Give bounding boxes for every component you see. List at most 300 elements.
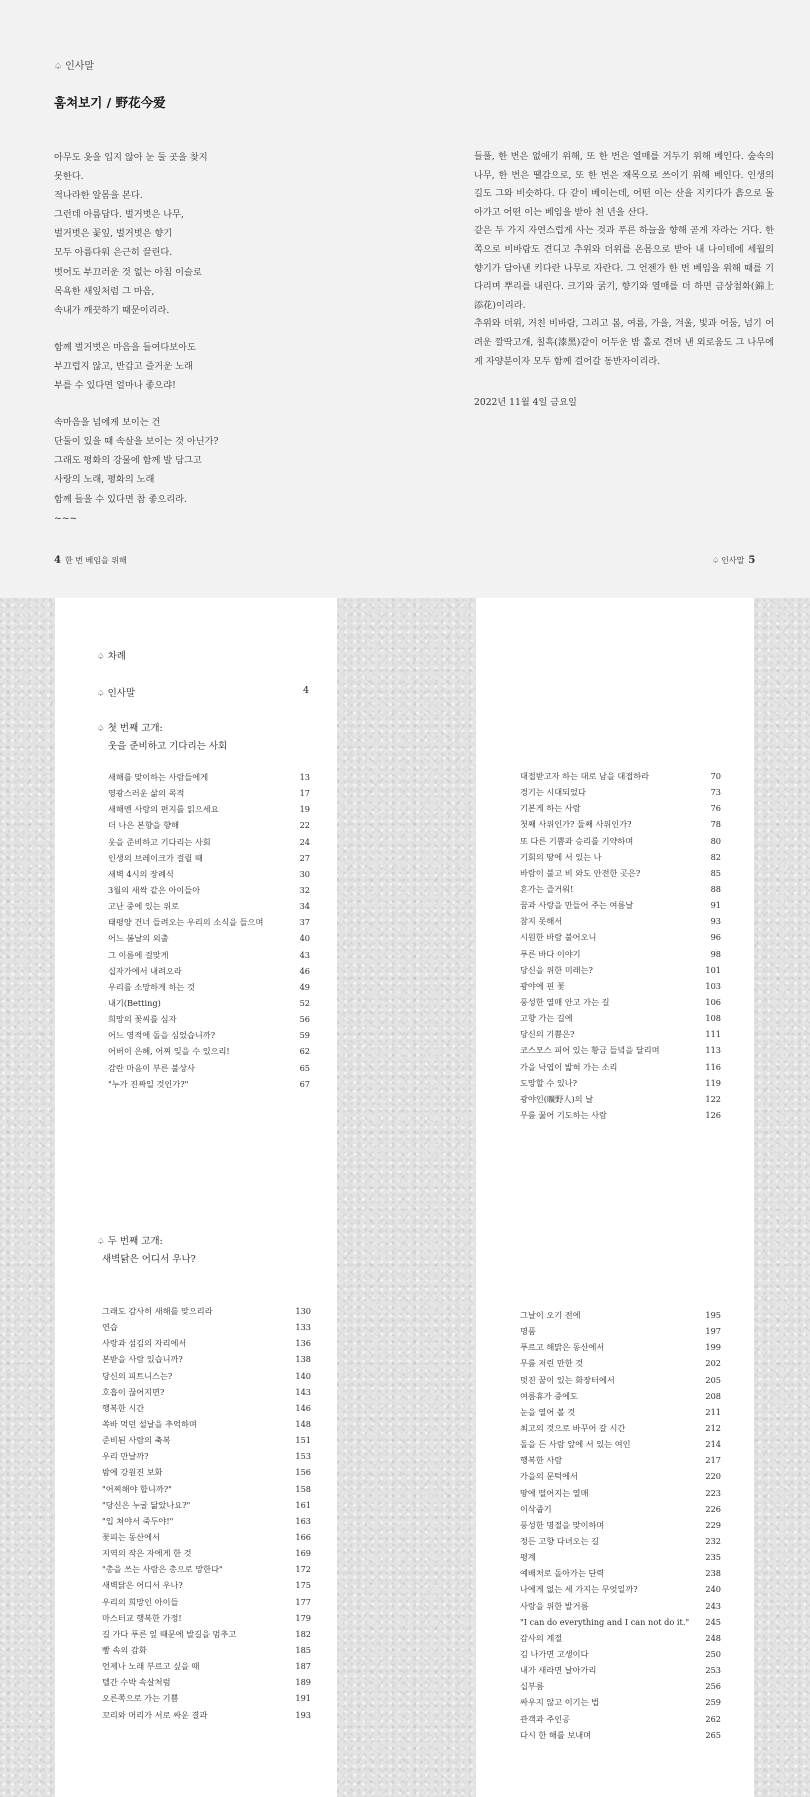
toc-entry[interactable] [520, 881, 721, 897]
toc-entry-title: 싸우지 않고 이기는 법 [520, 1697, 599, 1708]
toc-entry-page: 205 [705, 1374, 721, 1385]
toc-entry-title: 사랑과 섬김의 자리에서 [102, 1338, 187, 1349]
toc-entry-title: "어찌해야 합니까?" [102, 1483, 172, 1494]
toc-entry[interactable] [102, 1384, 311, 1400]
poem-line: 벌거벗은 꽃잎, 벌거벗은 향기 [54, 228, 173, 240]
toc-list-part1-left [108, 769, 310, 1092]
toc-entry-title: 호흡이 끊어지면? [102, 1386, 165, 1397]
toc-entry-title: 광야인(曠野人)의 날 [520, 1093, 594, 1104]
toc-entry-title: 오른쪽으로 가는 기쁨 [102, 1693, 179, 1704]
toc-entry-page: 85 [710, 867, 721, 878]
toc-entry[interactable] [108, 1076, 310, 1092]
toc-entry[interactable] [520, 816, 721, 832]
poem-title: 훔쳐보기 / 野花今爱 [54, 95, 166, 110]
toc-entry-title: 대접받고자 하는 대로 남을 대접하라 [520, 771, 650, 781]
toc-intro[interactable]: ♤ 인사말 [97, 688, 136, 699]
toc-entry-title: 고난 중에 있는 위로 [108, 901, 180, 912]
toc-entry[interactable] [102, 1416, 311, 1432]
toc-entry-title: 꽃피는 동산에서 [102, 1531, 160, 1542]
toc-entry[interactable] [520, 1711, 721, 1727]
toc-entry[interactable] [102, 1432, 311, 1448]
section-label: ♤ 인사말 [54, 61, 95, 72]
toc-entry-page: 220 [705, 1471, 721, 1482]
toc-list-part2-left [102, 1303, 311, 1723]
toc-entry-title: 내기(Betting) [108, 997, 161, 1008]
toc-entry-title: 도망할 수 있나? [520, 1077, 578, 1088]
toc-entry[interactable] [520, 1614, 721, 1630]
toc-entry[interactable] [102, 1594, 311, 1610]
toc-entry-page: 156 [295, 1467, 311, 1478]
toc-entry[interactable] [520, 800, 721, 816]
toc-entry-title: 내가 새라면 날아가리 [520, 1665, 597, 1676]
toc-entry[interactable] [520, 1485, 721, 1501]
toc-entry[interactable] [102, 1513, 311, 1529]
toc-entry-title: 어느 봄날의 외출 [108, 933, 169, 944]
toc-entry[interactable] [520, 833, 721, 849]
toc-entry-page: 73 [710, 787, 721, 798]
toc-entry[interactable] [102, 1319, 311, 1335]
poem-line: 그런데 아름답다. 벌거벗은 나무, [54, 209, 184, 221]
diamond-icon: ♤ [97, 724, 105, 734]
toc-entry-title: 희망의 꽃씨를 심자 [108, 1014, 177, 1025]
toc-entry[interactable] [108, 947, 310, 963]
toc-entry-page: 208 [705, 1390, 721, 1401]
toc-entry-title: 우리의 희망인 아이들 [102, 1596, 179, 1607]
toc-intro-page: 4 [303, 685, 310, 696]
toc-entry[interactable] [520, 1059, 721, 1075]
toc-entry-page: 136 [295, 1338, 311, 1349]
poem-line: 부를 수 있다면 얼마나 좋으랴! [54, 380, 176, 392]
toc-entry[interactable] [102, 1481, 311, 1497]
toc-entry-page: 191 [295, 1693, 311, 1704]
toc-entry-page: 67 [299, 1078, 310, 1089]
toc-entry-title: 관객과 주인공 [520, 1713, 571, 1724]
toc-entry-title: 풍성한 열매 안고 가는 길 [520, 996, 610, 1007]
part2-subtitle: 새벽닭은 어디서 우나? [102, 1254, 196, 1265]
toc-entry[interactable] [102, 1448, 311, 1464]
toc-entry-title: 길 가다 푸른 잎 때문에 발길을 멈추고 [102, 1628, 237, 1639]
running-title: 한 번 베임을 위해 [64, 556, 127, 565]
toc-entry-title: 새벽닭은 어디서 우나? [102, 1580, 183, 1591]
toc-entry[interactable] [520, 1452, 721, 1468]
toc-entry-title: 연습 [102, 1322, 118, 1333]
toc-entry[interactable] [520, 1355, 721, 1371]
toc-entry[interactable] [108, 914, 310, 930]
toc-entry-title: "누가 진짜일 것인가?" [108, 1078, 189, 1089]
toc-entry-title: 여름휴가 중에도 [520, 1390, 578, 1401]
toc-entry[interactable] [108, 1027, 310, 1043]
toc-entry-page: 232 [705, 1535, 721, 1546]
toc-entry-title: 우리를 소망하게 하는 것 [108, 981, 195, 992]
toc-entry-page: 130 [295, 1306, 311, 1316]
toc-entry-page: 265 [705, 1729, 721, 1740]
date-line: 2022년 11월 4일 금요일 [474, 397, 577, 408]
toc-entry-title: 3월의 새싹 같은 아이들아 [108, 884, 201, 895]
toc-entry-title: 평계 [520, 1552, 536, 1563]
toc-entry[interactable] [520, 1420, 721, 1436]
toc-entry-title: 더 나은 본향을 향해 [108, 820, 180, 831]
toc-entry-title: 기회의 땅에 서 있는 나 [520, 851, 602, 862]
toc-entry-page: 103 [705, 980, 721, 991]
toc-entry[interactable] [520, 849, 721, 865]
toc-entry[interactable] [108, 882, 310, 898]
poem-line: ~~~ [54, 512, 78, 524]
toc-entry-title: 텔간 수박 속살처럼 [102, 1677, 171, 1688]
toc-entry-page: 153 [295, 1451, 311, 1462]
toc-entry[interactable] [108, 834, 310, 850]
diamond-icon: ♤ [97, 689, 105, 699]
toc-entry[interactable] [108, 1060, 310, 1076]
toc-entry-page: 98 [710, 948, 721, 959]
prose-paragraph: 추위와 더위, 거친 비바람, 그리고 봄, 여름, 가을, 겨울, 빛과 어둠, 넘기 어려운 깔딱고개, 칠흑(漆黑)같이 어두운 밤 홀로 견뎌 낸 외로움도 그 나무에게 자양분이자 모두 함께 걸어갈 동반자이리라. [474, 318, 774, 367]
toc-entry-page: 199 [705, 1342, 721, 1353]
toc-entry-title: 돌을 든 사람 앞에 서 있는 여인 [520, 1439, 631, 1450]
toc-entry-page: 52 [299, 997, 310, 1008]
toc-entry-page: 146 [295, 1402, 311, 1413]
page-number: 4 [54, 555, 61, 566]
toc-entry-page: 175 [295, 1580, 311, 1591]
toc-entry[interactable] [520, 1026, 721, 1042]
toc-entry[interactable] [102, 1368, 311, 1384]
toc-entry-title: 그날이 오기 전에 [520, 1310, 581, 1320]
toc-entry-title: 혼가는 즐거워! [520, 883, 574, 894]
toc-entry[interactable] [102, 1561, 311, 1577]
toc-entry-page: 30 [299, 868, 310, 879]
toc-entry-page: 34 [299, 901, 310, 912]
toc-entry[interactable] [520, 994, 721, 1010]
toc-entry-title: 바람이 불고 비 와도 안전한 곳은? [520, 867, 641, 878]
toc-entry-title: 눈을 열어 볼 것 [520, 1406, 576, 1417]
toc-entry[interactable] [520, 962, 721, 978]
toc-entry[interactable] [520, 929, 721, 945]
toc-entry[interactable] [102, 1351, 311, 1367]
toc-entry-title: 풍성한 명절을 맞이하며 [520, 1519, 605, 1530]
toc-entry[interactable] [520, 1372, 721, 1388]
toc-entry-page: 229 [705, 1519, 721, 1530]
toc-entry[interactable] [108, 785, 310, 801]
toc-entry-page: 24 [299, 836, 310, 847]
toc-entry[interactable] [520, 978, 721, 994]
toc-entry-title: 본받을 사람 있습니까? [102, 1354, 183, 1365]
toc-entry-page: 140 [295, 1370, 311, 1381]
poem-line: 모두 아름다워 은근히 끌린다. [54, 247, 173, 259]
toc-entry-title: 우리 만날까? [102, 1451, 149, 1462]
toc-entry-title: 당신의 피트니스는? [102, 1370, 173, 1381]
toc-entry-title: 십자가에서 내려오라 [108, 965, 182, 976]
toc-entry[interactable] [108, 1011, 310, 1027]
toc-entry-title: 가을의 문턱에서 [520, 1471, 578, 1482]
toc-entry[interactable] [520, 1630, 721, 1646]
toc-entry[interactable] [520, 1727, 721, 1743]
toc-entry-page: 80 [710, 835, 721, 846]
toc-entry-page: 185 [295, 1644, 311, 1655]
poem-line: 못한다. [54, 171, 84, 183]
toc-entry[interactable] [520, 1678, 721, 1694]
toc-page-right [476, 598, 754, 1797]
toc-entry[interactable] [520, 784, 721, 800]
toc-entry-page: 40 [299, 933, 310, 944]
toc-entry-title: 땅에 떨어지는 열매 [520, 1487, 589, 1498]
poem-line: 사랑의 노래, 평화의 노래 [54, 474, 155, 486]
toc-spread [0, 598, 810, 1797]
toc-entry-page: 119 [705, 1077, 721, 1088]
toc-entry[interactable] [520, 1581, 721, 1597]
toc-list-part2-right [520, 1307, 721, 1743]
toc-entry-title: 나에게 없는 세 가지는 무엇일까? [520, 1584, 638, 1595]
prose-paragraph: 같은 두 가지 자연스럽게 사는 것과 푸른 하늘을 향해 곧게 자라는 거다. 한쪽으로 비바람도 견디고 추위와 더위를 온몸으로 받아 내 나이테에 세월의 향기가 담아낸 키다란 나무로 자란다. 그 언젠가 한 번 베임을 위해 때를 기다리며 뿌리를 내린다. 크기와 굵기, 향기와 열매를 더 하면 금상첨화(錦上添花)이리라. [474, 225, 774, 311]
diamond-icon: ♤ [54, 62, 63, 72]
toc-entry-page: 17 [299, 788, 310, 799]
toc-entry[interactable] [520, 913, 721, 929]
toc-entry-page: 91 [710, 900, 721, 911]
toc-entry-page: 108 [705, 1013, 721, 1024]
toc-entry-page: 195 [705, 1310, 721, 1320]
toc-entry-title: 새벽 4시의 장례식 [108, 868, 174, 879]
toc-entry-title: 당신의 기쁨은? [520, 1029, 575, 1040]
part1-label: ♤ 첫 번째 고개: [97, 723, 163, 734]
toc-entry-page: 240 [705, 1584, 721, 1595]
toc-entry[interactable] [108, 801, 310, 817]
toc-entry-title: 영광스러운 삶의 목적 [108, 788, 185, 799]
toc-entry[interactable] [108, 898, 310, 914]
toc-entry-page: 143 [295, 1386, 311, 1397]
toc-entry-page: 101 [705, 964, 721, 975]
toc-entry[interactable] [102, 1707, 311, 1723]
toc-entry-title: 사랑을 위한 발거름 [520, 1600, 589, 1611]
toc-entry[interactable] [520, 1694, 721, 1710]
toc-entry[interactable] [520, 1107, 721, 1123]
toc-entry-title: 또 다른 기쁨과 승리를 기약하며 [520, 835, 634, 846]
toc-entry-title: 기본게 하는 사람 [520, 803, 581, 814]
toc-entry[interactable] [520, 1517, 721, 1533]
toc-entry[interactable] [102, 1610, 311, 1626]
poem-body [54, 148, 384, 546]
prose-paragraph: 들풀, 한 번은 없애기 위해, 또 한 번은 열매를 거두기 위해 베인다. 숲속의 나무, 한 번은 땔감으로, 또 한 번은 재목으로 쓰이기 위해 베인다. 인생의 길도 그와 비슷하다. 다 같이 베이는데, 어떤 이는 산을 지키다가 흙으로 돌아가고 어떤 이는 베임을 받아 천 년을 산다. [474, 151, 774, 218]
toc-entry[interactable] [520, 1501, 721, 1517]
toc-entry-title: 쏙바 먹던 설날을 추억하며 [102, 1418, 197, 1429]
toc-entry[interactable] [520, 1436, 721, 1452]
toc-entry[interactable] [102, 1545, 311, 1561]
toc-entry-title: 시원한 바람 불어오니 [520, 932, 597, 943]
toc-entry-title: 고향 가는 길에 [520, 1013, 573, 1024]
poem-line: 함께 벌거벗은 마음을 들여다보아도 [54, 341, 196, 353]
toc-entry-title: 꿈과 사랑을 만들어 주는 여름날 [520, 900, 634, 911]
toc-entry[interactable] [520, 1010, 721, 1026]
toc-entry[interactable] [102, 1642, 311, 1658]
toc-heading: ♤ 차례 [97, 651, 126, 662]
toc-entry-title: 첫째 사위인가? 둘째 사위인가? [520, 819, 632, 830]
page-number: 5 [748, 555, 756, 566]
toc-entry[interactable] [108, 1043, 310, 1059]
toc-entry[interactable] [520, 1565, 721, 1581]
toc-entry[interactable] [520, 1323, 721, 1339]
toc-entry[interactable] [520, 865, 721, 881]
poem-line: 단둘이 있을 때 속살을 보이는 것 아닌가? [54, 436, 219, 448]
toc-entry-title: 밤에 강원진 보화 [102, 1467, 163, 1478]
toc-entry-page: 43 [299, 949, 310, 960]
toc-entry-page: 62 [299, 1046, 310, 1057]
toc-entry-page: 235 [705, 1552, 721, 1563]
toc-entry-title: 푸르고 해맑은 동산에서 [520, 1342, 605, 1353]
toc-entry[interactable] [520, 1533, 721, 1549]
toc-entry-page: 172 [295, 1564, 311, 1575]
toc-entry-page: 111 [705, 1029, 721, 1040]
toc-entry-title: 십부름 [520, 1681, 544, 1692]
toc-entry[interactable] [520, 1091, 721, 1107]
toc-entry[interactable] [102, 1335, 311, 1351]
page-footer-left [54, 555, 127, 566]
toc-entry-title: 태평양 건너 들려오는 우리의 소식을 들으며 [108, 917, 264, 928]
toc-entry-page: 163 [295, 1515, 311, 1526]
poem-line: 아무도 옷을 입지 않아 눈 둘 곳을 찾지 [54, 152, 208, 163]
toc-entry-title: 새해엔 사랑의 편지를 읽으세요 [108, 804, 219, 815]
toc-entry[interactable] [520, 1307, 721, 1323]
toc-entry-title: 참지 못해서 [520, 916, 563, 927]
toc-entry-page: 214 [705, 1439, 721, 1450]
intro-spread [0, 0, 810, 598]
part2-label: ♤ 두 번째 고개: [97, 1236, 163, 1247]
toc-entry-title: 감사의 계절 [520, 1632, 563, 1643]
toc-entry-page: 166 [295, 1531, 311, 1542]
toc-entry-page: 116 [705, 1061, 721, 1072]
toc-entry-page: 32 [299, 884, 310, 895]
poem-stanza [54, 148, 384, 320]
diamond-icon: ♤ [97, 1237, 105, 1247]
toc-entry-page: 226 [705, 1503, 721, 1514]
toc-entry[interactable] [520, 1549, 721, 1565]
toc-entry[interactable] [520, 768, 721, 784]
toc-entry-page: 138 [295, 1354, 311, 1365]
toc-entry[interactable] [102, 1529, 311, 1545]
toc-entry-title: "I can do everything and I can not do it." [520, 1616, 690, 1627]
toc-entry-page: 245 [705, 1616, 721, 1627]
toc-entry-title: 광야에 핀 꽃 [520, 980, 565, 991]
toc-entry-page: 253 [705, 1665, 721, 1676]
toc-entry[interactable] [102, 1303, 311, 1319]
toc-entry[interactable] [108, 850, 310, 866]
toc-entry-page: 262 [705, 1713, 721, 1724]
toc-entry-title: 경기는 시대되었다 [520, 787, 586, 798]
toc-entry-title: 지역의 작은 자에게 한 것 [102, 1548, 192, 1559]
toc-entry-page: 217 [705, 1455, 721, 1466]
toc-entry[interactable] [108, 963, 310, 979]
toc-entry[interactable] [520, 1404, 721, 1420]
toc-entry-title: 이삭줍기 [520, 1503, 552, 1514]
toc-entry-title: 빵 속의 감화 [102, 1644, 147, 1655]
toc-entry-title: 푸른 바다 이야기 [520, 948, 581, 959]
toc-entry-page: 76 [710, 803, 721, 814]
toc-entry[interactable] [108, 769, 310, 785]
toc-entry[interactable] [102, 1690, 311, 1706]
toc-entry-page: 49 [299, 981, 310, 992]
toc-entry[interactable] [102, 1626, 311, 1642]
page-footer-right [712, 555, 755, 566]
toc-entry[interactable] [520, 1662, 721, 1678]
toc-entry[interactable] [108, 979, 310, 995]
toc-entry[interactable] [108, 930, 310, 946]
poem-line: 적나라한 알몸을 본다. [54, 190, 143, 202]
toc-entry-title: 무릎 저린 만한 것 [520, 1358, 584, 1369]
toc-entry-title: 그래도 감사히 새해를 맞으리라 [102, 1306, 213, 1316]
toc-entry-title: 언제나 노래 부르고 싶을 때 [102, 1661, 200, 1672]
diamond-icon: ♤ [97, 652, 105, 662]
toc-entry-page: 113 [705, 1045, 721, 1056]
toc-entry-page: 78 [710, 819, 721, 830]
toc-entry[interactable] [102, 1577, 311, 1593]
toc-entry-title: 감란 마음이 부른 불상사 [108, 1062, 195, 1073]
toc-entry[interactable] [102, 1400, 311, 1416]
toc-entry-title: 가을 낙엽이 밟혀 가는 소리 [520, 1061, 618, 1072]
toc-entry-page: 256 [705, 1681, 721, 1692]
toc-entry-page: 122 [705, 1093, 721, 1104]
toc-entry-title: 정든 고향 다녀오는 길 [520, 1535, 599, 1546]
toc-entry-title: 꼬리와 머리가 서로 싸운 결과 [102, 1709, 208, 1720]
toc-entry-page: 82 [710, 851, 721, 862]
toc-entry[interactable] [108, 817, 310, 833]
prose-body [474, 148, 774, 371]
toc-entry-page: 37 [299, 917, 310, 928]
toc-entry-title: "입 쳐야서 죽두야!" [102, 1515, 174, 1526]
toc-entry[interactable] [520, 946, 721, 962]
toc-entry-title: 다시 한 해를 보내며 [520, 1729, 592, 1740]
toc-entry-page: 223 [705, 1487, 721, 1498]
toc-entry-page: 161 [295, 1499, 311, 1510]
toc-entry-page: 243 [705, 1600, 721, 1611]
toc-page-left [55, 598, 337, 1797]
toc-entry-title: 새해를 맞이하는 사람들에게 [108, 772, 209, 782]
toc-entry-page: 13 [299, 772, 310, 782]
toc-entry-page: 248 [705, 1632, 721, 1643]
poem-line: 그래도 평화의 강물에 함께 발 담그고 [54, 455, 202, 467]
toc-entry-page: 179 [295, 1612, 311, 1623]
poem-line: 함께 들을 수 있다면 참 좋으리라. [54, 493, 187, 505]
poem-line: 벗어도 부끄러운 것 없는 아침 이슬로 [54, 266, 202, 278]
part1-subtitle: 웃을 준비하고 기다리는 사회 [108, 741, 228, 752]
toc-entry-title: 준비된 사람의 축복 [102, 1435, 171, 1446]
toc-entry[interactable] [520, 1042, 721, 1058]
toc-entry-title: 당신을 위한 미래는? [520, 964, 593, 975]
toc-entry[interactable] [102, 1464, 311, 1480]
toc-entry-page: 250 [705, 1648, 721, 1659]
toc-entry[interactable] [520, 1468, 721, 1484]
toc-entry[interactable] [102, 1674, 311, 1690]
toc-entry-title: 어느 영적에 돌을 심었습니까? [108, 1030, 216, 1041]
toc-entry[interactable] [520, 1339, 721, 1355]
poem-line: 부끄럽지 않고, 반갑고 즐거운 노래 [54, 360, 193, 372]
toc-entry-title: 인생의 브레이크가 걸릴 때 [108, 852, 203, 863]
toc-entry[interactable] [102, 1658, 311, 1674]
toc-entry-page: 202 [705, 1358, 721, 1369]
poem-line: 속마음을 넘에게 보이는 건 [54, 417, 161, 429]
toc-entry-title: "총을 쓰는 사람은 총으로 망한다" [102, 1564, 223, 1575]
toc-entry[interactable] [102, 1497, 311, 1513]
toc-entry[interactable] [520, 1388, 721, 1404]
toc-entry-page: 46 [299, 965, 310, 976]
toc-entry[interactable] [108, 995, 310, 1011]
toc-entry[interactable] [520, 897, 721, 913]
toc-entry-title: "당신은 누굴 닮았나요?" [102, 1499, 191, 1510]
toc-entry-page: 126 [705, 1109, 721, 1120]
toc-entry-page: 22 [299, 820, 310, 831]
toc-entry[interactable] [520, 1646, 721, 1662]
toc-entry[interactable] [520, 1598, 721, 1614]
toc-entry-title: 그 이름에 걸맞게 [108, 949, 169, 960]
toc-entry-page: 106 [705, 996, 721, 1007]
toc-entry[interactable] [520, 1075, 721, 1091]
page-4 [0, 0, 405, 598]
toc-entry-title: 행복한 사람 [520, 1455, 563, 1466]
toc-entry[interactable] [108, 866, 310, 882]
